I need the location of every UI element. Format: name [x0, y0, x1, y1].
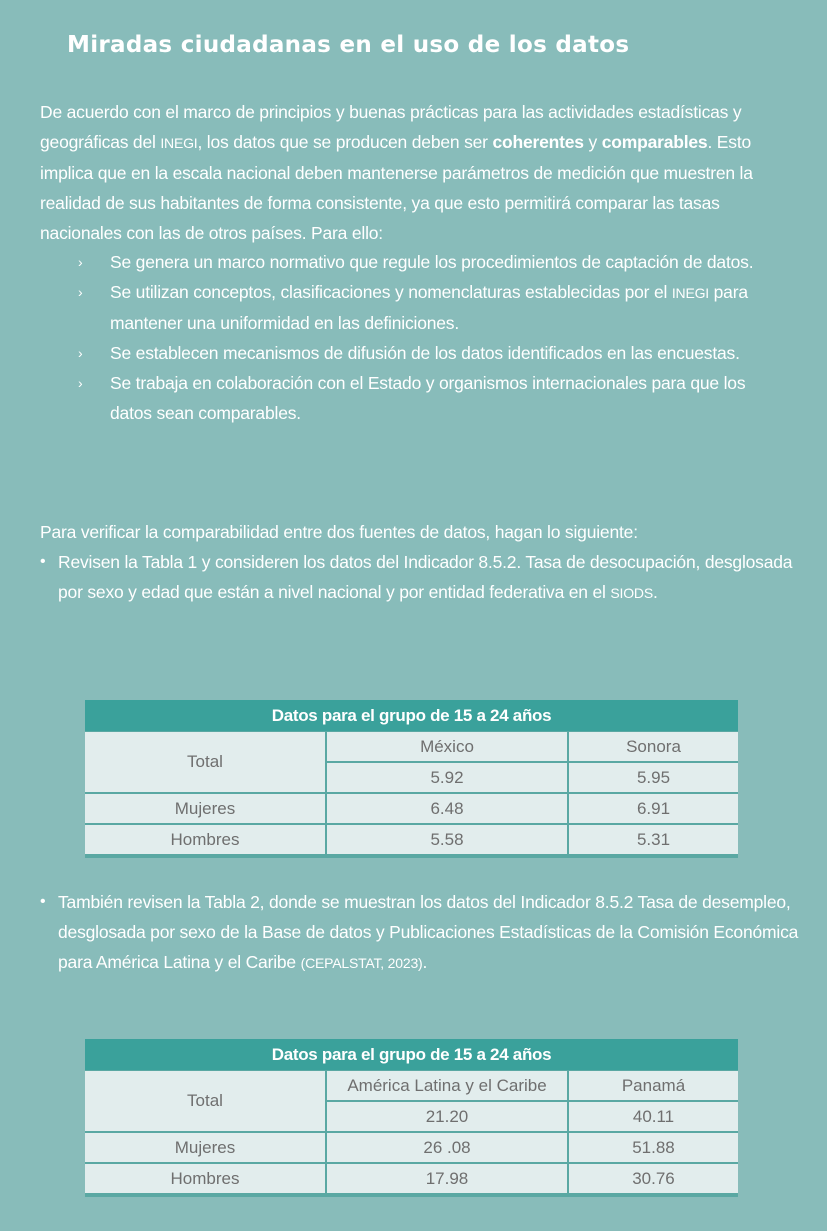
- bold-coherentes: coherentes: [492, 132, 584, 152]
- table-cell: 5.92: [326, 762, 568, 793]
- list-item-text: Se utilizan conceptos, clasificaciones y nomenclaturas establecidas por el: [110, 282, 672, 302]
- column-header: América Latina y el Caribe: [326, 1071, 568, 1102]
- verify-paragraph: Para verificar la comparabilidad entre dos fuentes de datos, hagan lo siguiente:: [40, 522, 638, 542]
- list-item-text: Se genera un marco normativo que regule los procedimientos de captación de datos.: [110, 252, 754, 272]
- bullet-text: También revisen la Tabla 2, donde se muestran los datos del Indicador 8.5.2 Tasa de desempleo, desglosada por sexo de la Base de datos y Publicaciones Estadísticas de la Comisión Económica para América Latina y el Caribe: [58, 892, 799, 972]
- table-cell: 5.95: [568, 762, 738, 793]
- table-caption: Datos para el grupo de 15 a 24 años: [85, 1039, 738, 1071]
- list-item-text: Se trabaja en colaboración con el Estado y organismos internacionales para que los datos sean comparables.: [110, 373, 746, 423]
- table-2: [85, 1039, 738, 1195]
- table-cell: 5.31: [568, 824, 738, 855]
- bullet-text: .: [422, 952, 428, 972]
- row-label-mujeres: Mujeres: [85, 1132, 326, 1163]
- chevron-right-icon: ›: [78, 375, 83, 391]
- list-item: [78, 277, 778, 338]
- list-item: [78, 338, 778, 368]
- row-label-mujeres: Mujeres: [85, 793, 326, 824]
- intro-text: . Esto implica que en la escala nacional deben mantenerse parámetros de medición que muestren la realidad de sus habitantes de forma consistente, ya que esto permitirá comparar las tasas nacionales con las de otros países. Para ello:: [40, 132, 753, 243]
- bullet-text: .: [652, 582, 658, 602]
- table-cell: 26 .08: [326, 1132, 568, 1163]
- bullet-item-tabla-2: [40, 887, 800, 978]
- table-cell: 17.98: [326, 1163, 568, 1194]
- siods-abbr: SIODS: [610, 585, 653, 601]
- inegi-abbr: INEGI: [160, 135, 198, 151]
- table-cell: 21.20: [326, 1101, 568, 1132]
- chevron-right-icon: ›: [78, 254, 83, 270]
- chevron-right-icon: ›: [78, 284, 83, 300]
- list-item-text: para mantener una uniformidad en las definiciones.: [110, 282, 748, 333]
- table-cell: 5.58: [326, 824, 568, 855]
- table-1: [85, 700, 738, 856]
- table-cell: 6.48: [326, 793, 568, 824]
- table-caption: Datos para el grupo de 15 a 24 años: [85, 700, 738, 732]
- row-label-hombres: Hombres: [85, 1163, 326, 1194]
- page-title: Miradas ciudadanas en el uso de los datos: [67, 32, 630, 58]
- table-cell: 40.11: [568, 1101, 738, 1132]
- bullet-icon: •: [40, 553, 46, 570]
- row-label-total: Total: [85, 1071, 326, 1133]
- intro-text: De acuerdo con el marco de principios y buenas prácticas para las actividades estadísticas y geográficas del: [40, 102, 742, 152]
- row-label-total: Total: [85, 732, 326, 794]
- row-label-hombres: Hombres: [85, 824, 326, 855]
- table-cell: 6.91: [568, 793, 738, 824]
- intro-text: , los datos que se producen deben ser: [197, 132, 493, 152]
- inegi-abbr: INEGI: [671, 285, 709, 301]
- bullet-item-tabla-1: [40, 547, 800, 608]
- chevron-right-icon: ›: [78, 345, 83, 361]
- list-item: [78, 368, 778, 428]
- bullet-text: Revisen la Tabla 1 y consideren los datos del Indicador 8.5.2. Tasa de desocupación, desglosada por sexo y edad que están a nivel nacional y por entidad federativa en el: [58, 552, 793, 602]
- intro-paragraph: [40, 97, 800, 248]
- cepalstat-citation: (CEPALSTAT, 2023): [300, 955, 423, 971]
- list-item: [78, 247, 778, 277]
- table-cell: 30.76: [568, 1163, 738, 1194]
- column-header: México: [326, 732, 568, 763]
- bullet-icon: •: [40, 893, 46, 910]
- intro-text: y: [583, 132, 602, 152]
- principles-list: [78, 247, 778, 428]
- list-item-text: Se establecen mecanismos de difusión de los datos identificados en las encuestas.: [110, 343, 740, 363]
- bold-comparables: comparables: [601, 132, 708, 152]
- column-header: Sonora: [568, 732, 738, 763]
- table-cell: 51.88: [568, 1132, 738, 1163]
- column-header: Panamá: [568, 1071, 738, 1102]
